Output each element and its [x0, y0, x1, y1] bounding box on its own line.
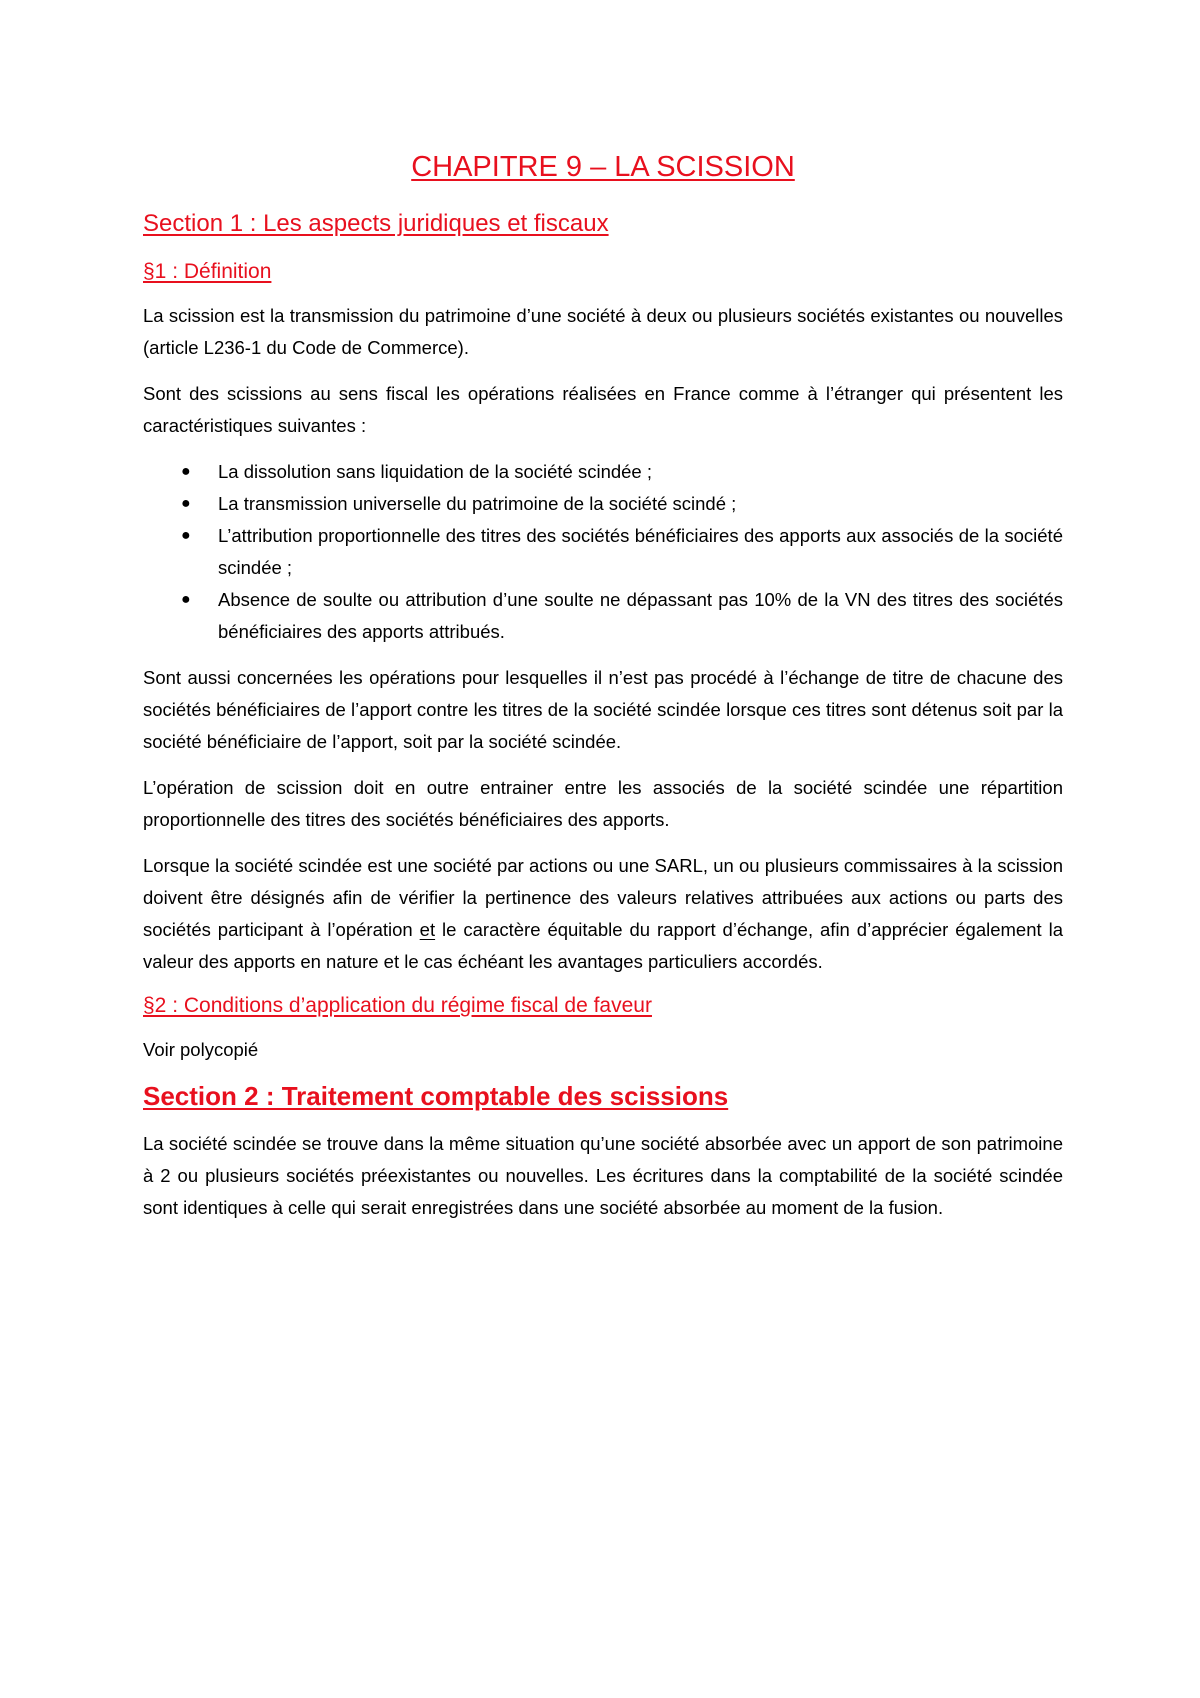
- criteria-list: [143, 456, 1063, 648]
- bullet-icon: ●: [181, 591, 191, 608]
- paragraph-commissioners-part1: Lorsque la société scindée est une société par actions ou une SARL, un ou plusieurs commissaires à la scission doivent être désignés afin de vérifier la pertinence des valeurs relatives attribuées aux actions ou parts des sociétés participant à l’opération: [143, 855, 1063, 940]
- list-item: [143, 456, 1063, 488]
- list-item-text: L’attribution proportionnelle des titres des sociétés bénéficiaires des apports aux associés de la société scindée ;: [218, 525, 1063, 578]
- list-item: [143, 584, 1063, 648]
- bullet-icon: ●: [181, 495, 191, 512]
- list-item-text: La dissolution sans liquidation de la société scindée ;: [218, 461, 653, 482]
- list-item-text: Absence de soulte ou attribution d’une soulte ne dépassant pas 10% de la VN des titres des sociétés bénéficiaires des apports attribués.: [218, 589, 1063, 642]
- paragraph-other-operations: Sont aussi concernées les opérations pour lesquelles il n’est pas procédé à l’échange de titre de chacune des sociétés bénéficiaires de l’apport contre les titres de la société scindée lorsque ces titres sont détenus soit par la société bénéficiaire de l’apport, soit par la société scindée.: [143, 667, 1063, 752]
- paragraph-commissioners: [143, 850, 1063, 978]
- section-2-title: Section 2 : Traitement comptable des scissions: [143, 1081, 729, 1111]
- section-1-title: Section 1 : Les aspects juridiques et fiscaux: [143, 210, 609, 237]
- paragraph-definition: La scission est la transmission du patrimoine d’une société à deux ou plusieurs sociétés existantes ou nouvelles (article L236-1 du Code de Commerce).: [143, 305, 1063, 358]
- bullet-icon: ●: [181, 527, 191, 544]
- document-content: [143, 148, 1063, 1238]
- bullet-icon: ●: [181, 463, 191, 480]
- paragraph-see-handout: Voir polycopié: [143, 1039, 259, 1060]
- list-item-text: La transmission universelle du patrimoine de la société scindé ;: [218, 493, 737, 514]
- chapter-title: CHAPITRE 9 – LA SCISSION: [411, 151, 795, 183]
- paragraph-proportional-distribution: L’opération de scission doit en outre entrainer entre les associés de la société scindée une répartition proportionnelle des titres des sociétés bénéficiaires des apports.: [143, 777, 1063, 830]
- underlined-et: et: [419, 919, 436, 940]
- paragraph-fiscal-criteria: Sont des scissions au sens fiscal les opérations réalisées en France comme à l’étranger qui présentent les caractéristiques suivantes :: [143, 383, 1063, 436]
- paragraph-accounting-treatment: La société scindée se trouve dans la même situation qu’une société absorbée avec un apport de son patrimoine à 2 ou plusieurs sociétés préexistantes ou nouvelles. Les écritures dans la comptabilité de la société scindée sont identiques à celle qui serait enregistrées dans une société absorbée au moment de la fusion.: [143, 1133, 1063, 1218]
- subsection-2-title: §2 : Conditions d’application du régime fiscal de faveur: [143, 994, 652, 1017]
- subsection-1-title: §1 : Définition: [143, 260, 272, 283]
- paragraph-commissioners-part2: le caractère équitable du rapport d’échange, afin d’apprécier également la valeur des apports en nature et le cas échéant les avantages particuliers accordés.: [143, 919, 1063, 972]
- list-item: [143, 520, 1063, 584]
- list-item: [143, 488, 1063, 520]
